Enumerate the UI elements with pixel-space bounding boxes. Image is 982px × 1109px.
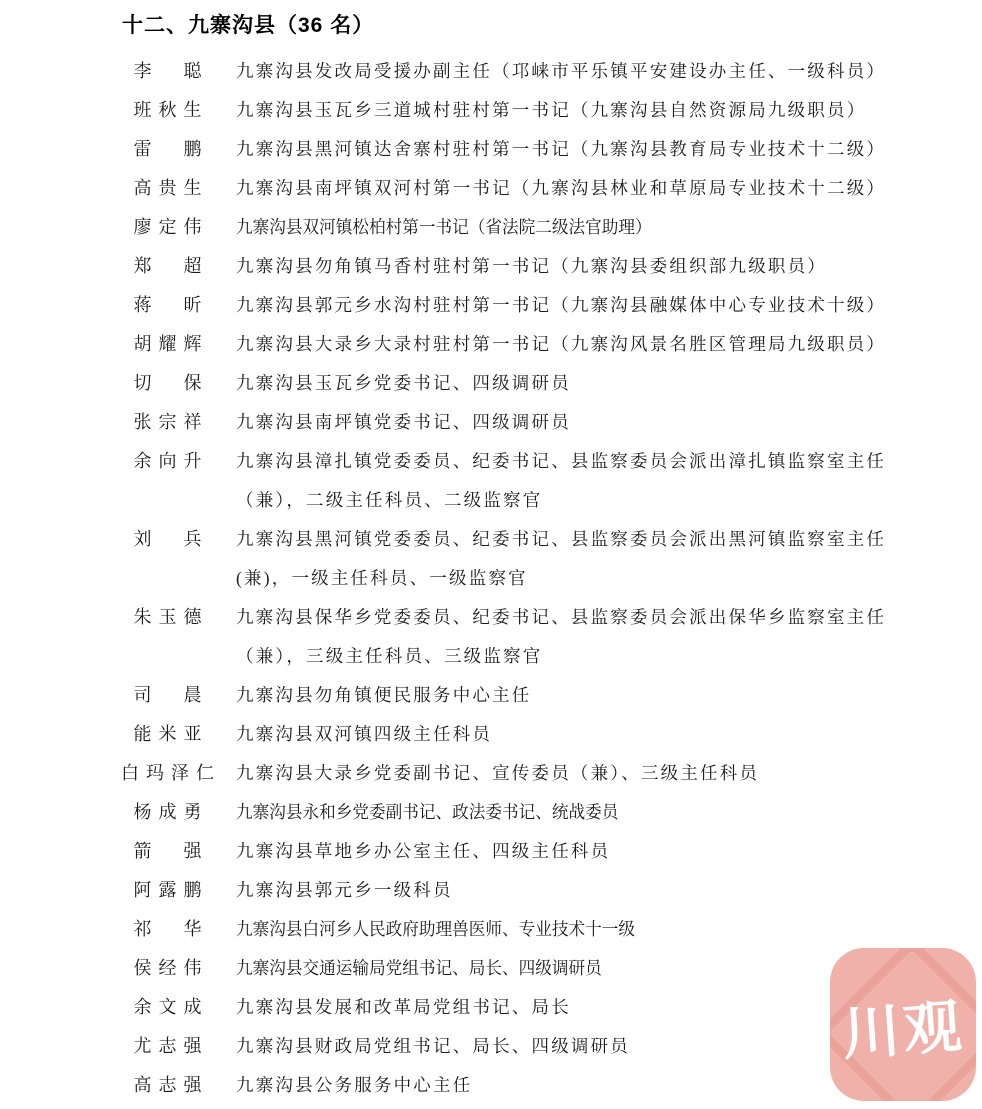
entry-row	[0, 364, 982, 403]
entry-position-line: 九寨沟县保华乡党委委员、纪委书记、县监察委员会派出保华乡监察室主任	[236, 607, 887, 627]
entry-person-name: 郑 超	[133, 256, 209, 276]
entry-position-line: 九寨沟县漳扎镇党委委员、纪委书记、县监察委员会派出漳扎镇监察室主任	[236, 451, 887, 471]
entry-position	[236, 247, 982, 286]
entry-person-name: 朱玉德	[133, 607, 209, 627]
entry-person-name: 雷 鹏	[133, 139, 209, 159]
entry-position-line: 九寨沟县财政局党组书记、局长、四级调研员	[236, 1036, 630, 1056]
entry-position-line: 九寨沟县南坪镇双河村第一书记（九寨沟县林业和草原局专业技术十二级）	[236, 178, 887, 198]
entry-position	[236, 598, 982, 676]
entry-person-name: 侯经伟	[133, 958, 209, 978]
entry-position-line: 九寨沟县郭元乡水沟村驻村第一书记（九寨沟县融媒体中心专业技术十级）	[236, 295, 887, 315]
entry-position-line: 九寨沟县双河镇四级主任科员	[236, 724, 493, 744]
entry-position-line: 九寨沟县玉瓦乡三道城村驻村第一书记（九寨沟县自然资源局九级职员）	[236, 100, 867, 120]
entry-person-name: 高贵生	[133, 178, 209, 198]
entry-position-line: 九寨沟县双河镇松柏村第一书记（省法院二级法官助理）	[236, 217, 652, 237]
entry-position-line: 九寨沟县永和乡党委副书记、政法委书记、统战委员	[236, 802, 619, 822]
entry-position-line: 九寨沟县玉瓦乡党委书记、四级调研员	[236, 373, 571, 393]
entry-position	[236, 910, 982, 949]
entry-person-name: 胡耀辉	[133, 334, 209, 354]
entry-position	[236, 364, 982, 403]
entry-person-name: 班秋生	[133, 100, 209, 120]
entry-position	[236, 676, 982, 715]
entry-row	[0, 208, 982, 247]
entry-position-line: 九寨沟县大录乡党委副书记、宣传委员（兼）、三级主任科员	[236, 763, 760, 783]
entry-row	[0, 754, 982, 793]
entry-row	[0, 676, 982, 715]
entry-person-name: 尤志强	[133, 1036, 209, 1056]
entry-position	[236, 442, 982, 520]
entry-person-name: 刘 兵	[133, 529, 209, 549]
entry-person-name: 切 保	[133, 373, 209, 393]
entry-row	[0, 130, 982, 169]
watermark-badge	[830, 948, 976, 1101]
entry-position-line: 九寨沟县交通运输局党组书记、局长、四级调研员	[236, 958, 602, 978]
entry-list	[0, 52, 982, 1105]
entry-row	[0, 871, 982, 910]
watermark-text: 川观	[840, 993, 967, 1067]
entry-person-name: 余向升	[133, 451, 209, 471]
entry-position	[236, 325, 982, 364]
entry-row	[0, 793, 982, 832]
entry-person-name: 张宗祥	[133, 412, 209, 432]
entry-position	[236, 793, 982, 832]
entry-person-name: 廖定伟	[133, 217, 209, 237]
entry-row	[0, 247, 982, 286]
entry-row	[0, 52, 982, 91]
entry-position-line: 九寨沟县草地乡办公室主任、四级主任科员	[236, 841, 611, 861]
entry-row	[0, 325, 982, 364]
entry-row	[0, 91, 982, 130]
entry-position	[236, 403, 982, 442]
section-title: 十二、九寨沟县（36 名）	[122, 14, 375, 37]
entry-position-line: 九寨沟县白河乡人民政府助理兽医师、专业技术十一级	[236, 919, 635, 939]
entry-position	[236, 169, 982, 208]
entry-position	[236, 871, 982, 910]
entry-position-line: 九寨沟县发改局受援办副主任（邛崃市平乐镇平安建设办主任、一级科员）	[236, 61, 887, 81]
entry-person-name: 能米亚	[133, 724, 209, 744]
entry-position-line: 九寨沟县勿角镇便民服务中心主任	[236, 685, 532, 705]
entry-row	[0, 520, 982, 598]
entry-row	[0, 715, 982, 754]
entry-position-line: 九寨沟县公务服务中心主任	[236, 1075, 473, 1095]
entry-person-name: 祁 华	[133, 919, 209, 939]
entry-row	[0, 169, 982, 208]
entry-row	[0, 286, 982, 325]
entry-position	[236, 520, 982, 598]
entry-position	[236, 715, 982, 754]
entry-position-line: 九寨沟县郭元乡一级科员	[236, 880, 453, 900]
entry-position-line: 九寨沟县大录乡大录村驻村第一书记（九寨沟风景名胜区管理局九级职员）	[236, 334, 887, 354]
entry-position-line: 九寨沟县发展和改革局党组书记、局长	[236, 997, 571, 1017]
entry-position	[236, 754, 982, 793]
entry-position	[236, 286, 982, 325]
entry-position-line: （兼），三级主任科员、三级监察官	[236, 646, 543, 666]
entry-position-line: 九寨沟县黑河镇达舍寨村驻村第一书记（九寨沟县教育局专业技术十二级）	[236, 139, 887, 159]
entry-position-line: (兼)，一级主任科员、一级监察官	[236, 568, 528, 588]
entry-position-line: （兼），二级主任科员、二级监察官	[236, 490, 543, 510]
entry-position-line: 九寨沟县黑河镇党委委员、纪委书记、县监察委员会派出黑河镇监察室主任	[236, 529, 887, 549]
entry-row	[0, 598, 982, 676]
entry-position	[236, 130, 982, 169]
entry-row	[0, 910, 982, 949]
entry-person-name: 蒋 昕	[133, 295, 209, 315]
entry-person-name: 余文成	[133, 997, 209, 1017]
entry-position	[236, 832, 982, 871]
entry-person-name: 阿露鹏	[133, 880, 209, 900]
entry-position	[236, 208, 982, 247]
entry-row	[0, 403, 982, 442]
entry-row	[0, 832, 982, 871]
entry-person-name: 箭 强	[133, 841, 209, 861]
entry-person-name: 杨成勇	[133, 802, 209, 822]
entry-person-name: 李 聪	[133, 61, 209, 81]
entry-person-name: 白玛泽仁	[121, 763, 221, 783]
entry-position-line: 九寨沟县南坪镇党委书记、四级调研员	[236, 412, 571, 432]
entry-position	[236, 91, 982, 130]
entry-person-name: 司 晨	[133, 685, 209, 705]
entry-person-name: 高志强	[133, 1075, 209, 1095]
entry-position-line: 九寨沟县勿角镇马香村驻村第一书记（九寨沟县委组织部九级职员）	[236, 256, 827, 276]
entry-row	[0, 442, 982, 520]
entry-position	[236, 52, 982, 91]
